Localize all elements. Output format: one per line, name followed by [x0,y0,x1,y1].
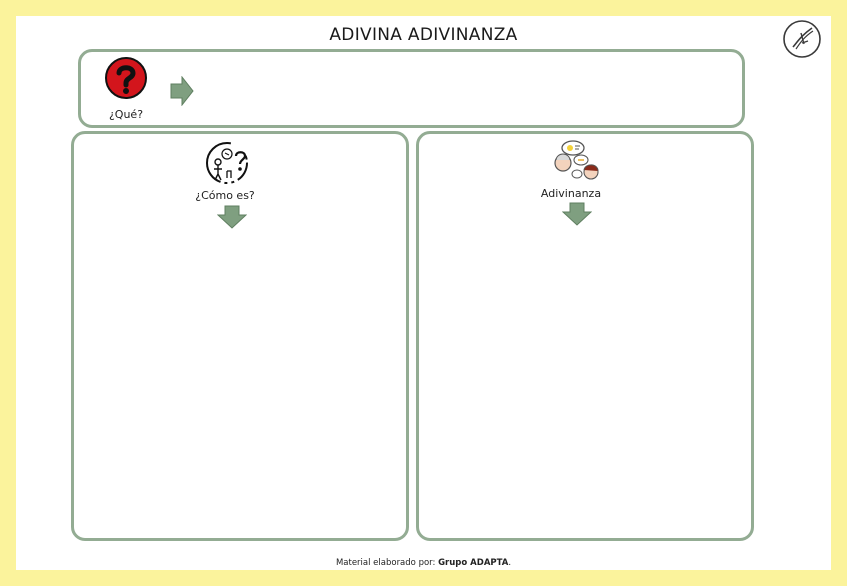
arrow-down-icon [562,202,592,226]
arrow-right-icon [170,76,194,106]
footer-suffix: . [508,558,512,568]
arrow-down-icon [217,205,247,229]
describe-icon [205,141,251,185]
como-es-label: ¿Cómo es? [195,189,255,202]
que-label: ¿Qué? [108,108,144,121]
adivinanza-label: Adivinanza [540,187,602,200]
page-title: ADIVINA ADIVINANZA [329,25,518,45]
footer-author: Grupo ADAPTA [438,558,509,568]
riddle-icon [551,138,599,184]
question-mark-icon [104,56,148,100]
logo-icon [782,19,822,59]
footer-prefix: Material elaborado por: [335,558,439,568]
footer-credit [0,558,847,568]
